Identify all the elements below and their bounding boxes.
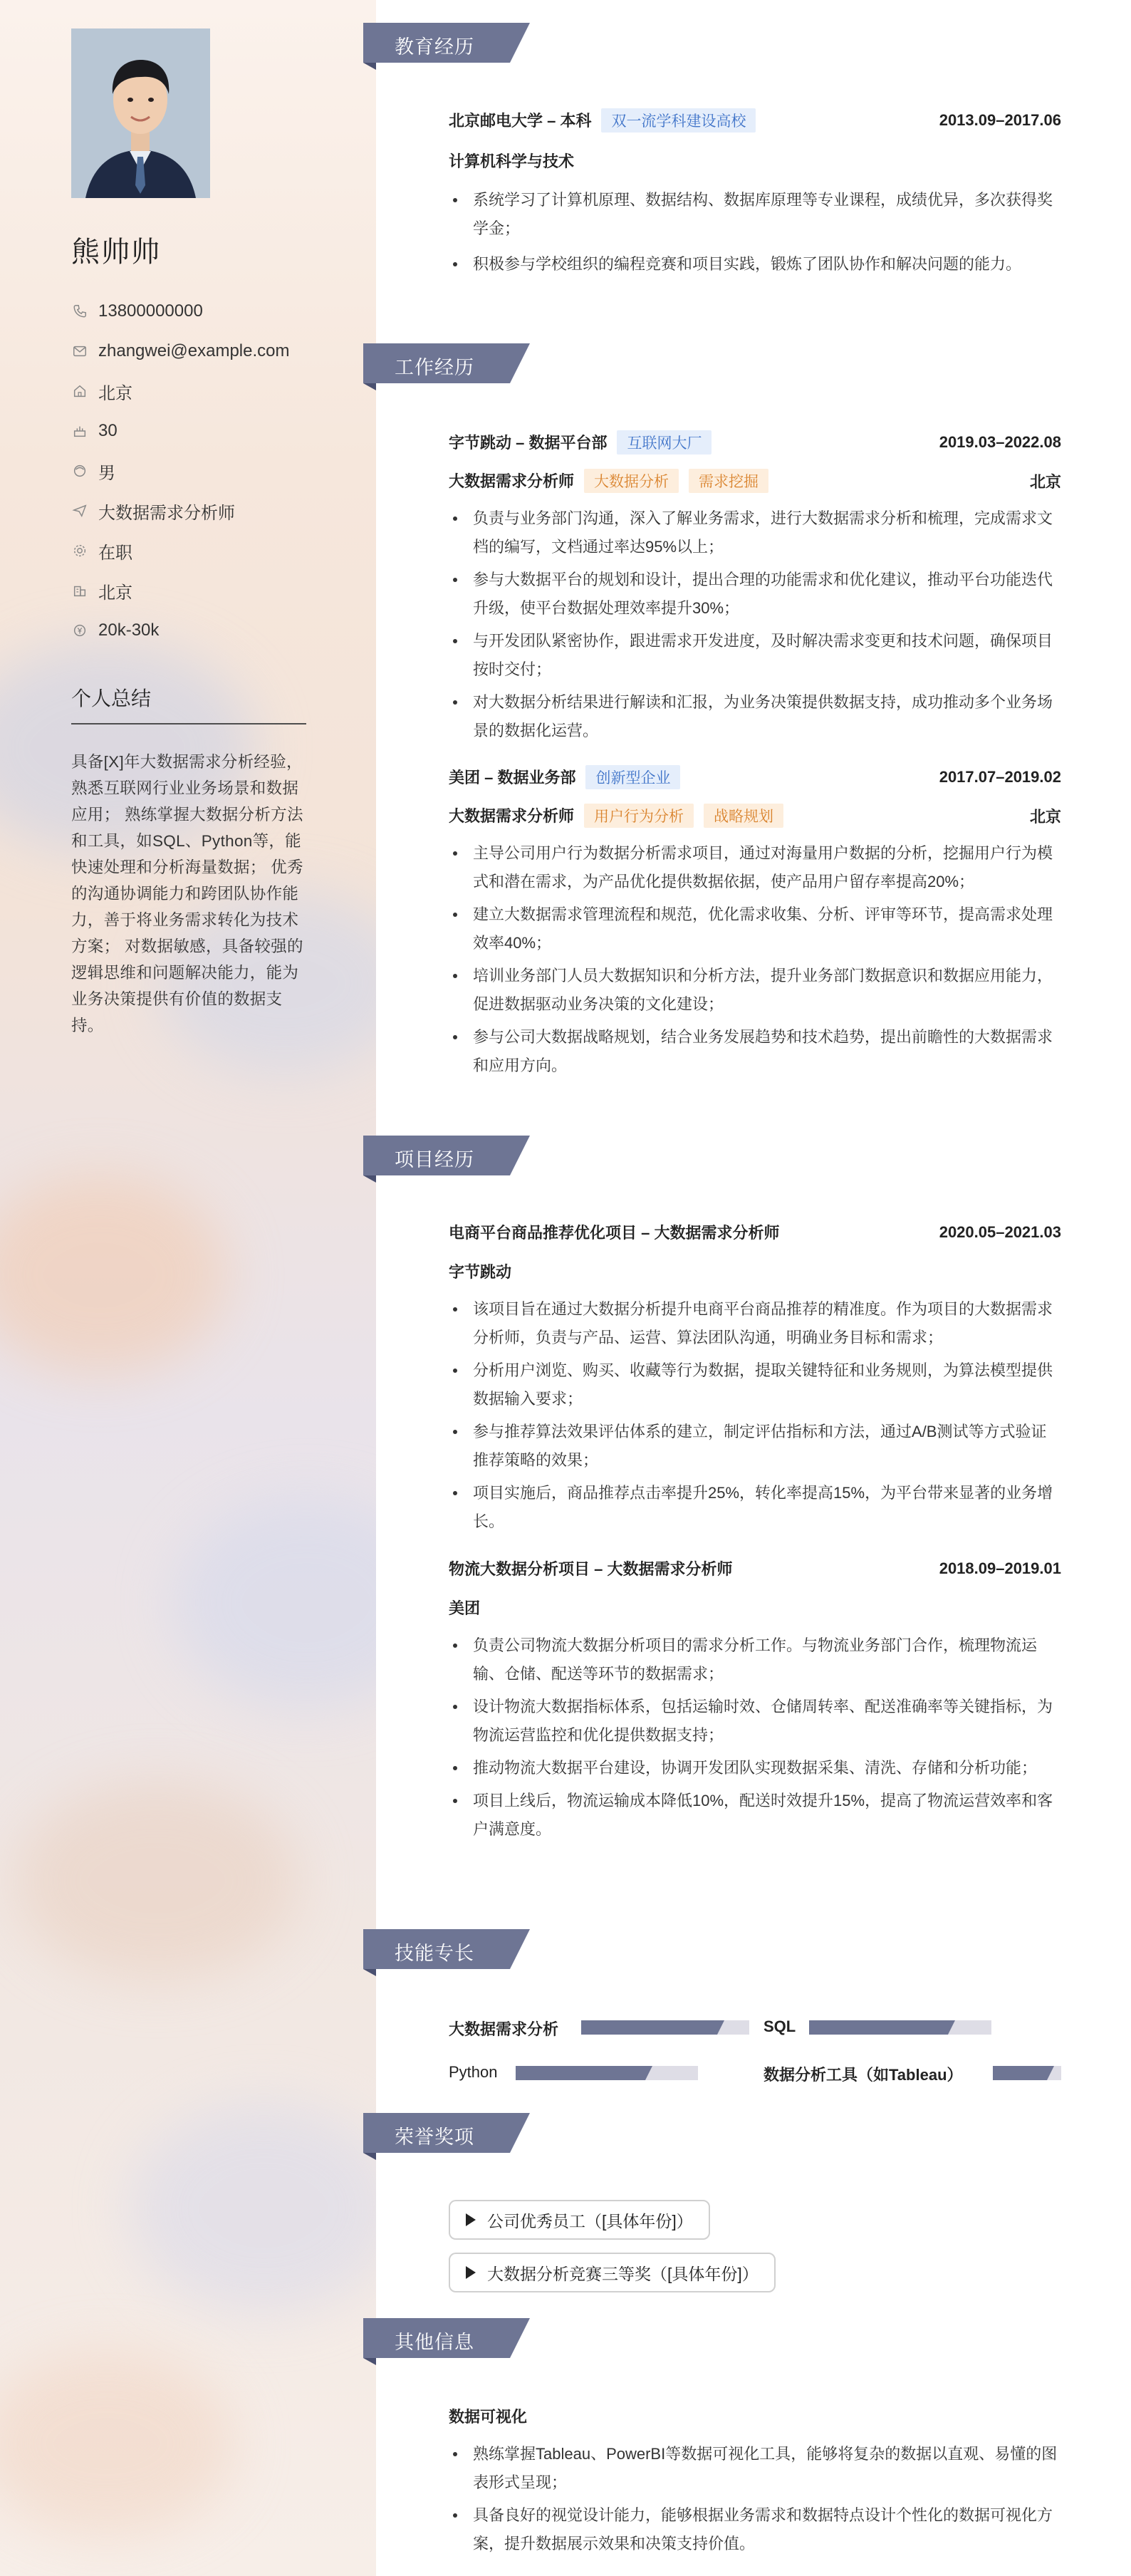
skill-bar-fill [581,2020,724,2035]
list-item: 推动物流大数据平台建设，协调开发团队实现数据采集、清洗、存储和分析功能； [449,1754,1061,1782]
info-city [71,571,306,611]
list-item: 主导公司用户行为数据分析需求项目，通过对海量用户数据的分析，挖掘用户行为模式和潜在需求，为产品优化提供数据依据，使产品用户留存率提高20%； [449,839,1061,896]
section-title-skills: 技能专长 [395,1943,474,1964]
info-position [71,491,306,531]
location-text: 北京 [98,383,132,403]
info-phone [71,291,306,331]
gender-text: 男 [98,463,115,483]
skill-bar-graphic [581,2020,749,2035]
skill-bar [516,2066,698,2080]
project-date: 2020.05–2021.03 [939,1222,1061,1241]
skill-tag: 需求挖掘 [689,469,768,493]
list-item: 系统学习了计算机原理、数据结构、数据库原理等专业课程，成绩优异，多次获得奖学金； [449,186,1061,243]
avatar [71,28,210,198]
project-title: 电商平台商品推荐优化项目 – 大数据需求分析师 [449,1224,780,1242]
sidebar [0,0,376,2576]
skill-name: 大数据需求分析 [449,2020,559,2038]
section-title-work: 工作经历 [395,357,474,378]
status-text: 在职 [98,543,132,563]
contact-info [71,291,306,650]
info-location [71,371,306,411]
summary-title: 个人总结 [71,683,306,724]
list-item: 建立大数据需求管理流程和规范，优化需求收集、分析、评审等环节，提高需求处理效率40%； [449,900,1061,957]
edu-school: 北京邮电大学 – 本科 [449,112,592,130]
candidate-name: 熊帅帅 [71,237,161,268]
list-item: 积极参与学校组织的编程竞赛和项目实践，锻炼了团队协作和解决问题的能力。 [449,250,1061,279]
gender-icon [71,462,88,479]
triangle-icon [466,2266,476,2279]
skill-name: Python [449,2063,498,2081]
info-status [71,531,306,571]
info-gender [71,451,306,491]
section-other [376,2318,1131,2552]
phone-icon [71,303,88,320]
home-icon [71,383,88,400]
salary-text: 20k-30k [98,620,160,640]
edu-bullets [449,186,1061,279]
award-text: 公司优秀员工（[具体年份]） [487,2211,693,2230]
building-icon [71,582,88,599]
info-salary [71,611,306,650]
skill-tag: 大数据分析 [584,469,679,493]
section-tab-education [363,23,530,63]
list-item: 项目实施后，商品推荐点击率提升25%，转化率提高15%，为平台带来显著的业务增长。 [449,1479,1061,1536]
skill-bar-fill [809,2020,955,2035]
project-org: 字节跳动 [449,1263,512,1281]
skill-bar-graphic [516,2066,698,2080]
list-item: 设计物流大数据指标体系，包括运输时效、仓储周转率、配送准确率等关键指标，为物流运营监控和优化提供数据支持； [449,1693,1061,1750]
list-item: 参与公司大数据战略规划，结合业务发展趋势和技术趋势，提出前瞻性的大数据需求和应用方向。 [449,1023,1061,1080]
list-item: 该项目旨在通过大数据分析提升电商平台商品推荐的精准度。作为项目的大数据需求分析师，负责与产品、运营、算法团队沟通，明确业务目标和需求； [449,1295,1061,1352]
work-tag: 互联网大厂 [617,430,712,455]
section-skills [376,1929,1131,2084]
phone-text: 13800000000 [98,301,203,321]
project-date: 2018.09–2019.01 [939,1559,1061,1577]
work-bullets [449,839,1061,1080]
list-item: 熟练掌握Tableau、PowerBI等数据可视化工具，能够将复杂的数据以直观、易懂的图表形式呈现； [449,2440,1061,2497]
award-text: 大数据分析竞赛三等奖（[具体年份]） [487,2264,759,2283]
work-date: 2019.03–2022.08 [939,433,1061,451]
award-item [449,2200,710,2240]
list-item: 具备良好的视觉设计能力，能够根据业务需求和数据特点设计个性化的数据可视化方案，提升数据展示效果和决策支持价值。 [449,2501,1061,2558]
coin-icon [71,622,88,639]
skill-tag: 战略规划 [704,804,783,828]
section-title-projects: 项目经历 [395,1149,474,1170]
edu-major: 计算机科学与技术 [449,152,575,170]
skill-bar [809,2020,991,2035]
skill-bar-graphic [809,2020,991,2035]
work-role: 大数据需求分析师 [449,807,575,825]
cake-icon [71,422,88,440]
email-text: zhangwei@example.com [98,341,290,360]
list-item: 负责与业务部门沟通，深入了解业务需求，进行大数据需求分析和梳理，完成需求文档的编写，文档通过率达95%以上； [449,504,1061,561]
work-bullets [449,504,1061,745]
project-bullets [449,1295,1061,1536]
list-item: 参与推荐算法效果评估体系的建立，制定评估指标和方法，通过A/B测试等方式验证推荐策略的效果； [449,1418,1061,1475]
section-work [376,343,1131,1074]
position-text: 大数据需求分析师 [98,503,235,523]
edu-date: 2013.09–2017.06 [939,111,1061,129]
list-item: 对大数据分析结果进行解读和汇报，为业务决策提供数据支持，成功推动多个业务场景的数据化运营。 [449,688,1061,745]
work-org: 美团 – 数据业务部 [449,769,576,786]
award-item [449,2253,776,2292]
section-tab-awards [363,2113,530,2153]
list-item: 培训业务部门人员大数据知识和分析方法，提升业务部门数据意识和数据应用能力，促进数据驱动业务决策的文化建设； [449,962,1061,1019]
section-title-education: 教育经历 [395,36,474,58]
list-item: 项目上线后，物流运输成本降低10%，配送时效提升15%，提高了物流运营效率和客户满意度。 [449,1787,1061,1844]
skill-bar-fill [993,2066,1054,2080]
age-text: 30 [98,421,118,440]
section-projects [376,1136,1131,1838]
skill-name: 数据分析工具（如Tableau） [763,2066,963,2084]
info-email [71,331,306,371]
project-org: 美团 [449,1599,481,1617]
work-tag: 创新型企业 [585,765,680,789]
section-title-awards: 荣誉奖项 [395,2126,474,2148]
work-date: 2017.07–2019.02 [939,768,1061,786]
section-education [376,23,1131,273]
work-role: 大数据需求分析师 [449,472,575,490]
edu-tag: 双一流学科建设高校 [601,108,756,133]
list-item: 参与大数据平台的规划和设计，提出合理的功能需求和优化建议，推动平台功能迭代升级，使平台数据处理效率提升30%； [449,566,1061,623]
section-awards [376,2113,1131,2298]
summary-text: 具备[X]年大数据需求分析经验，熟悉互联网行业业务场景和数据应用； 熟练掌握大数据分析方法和工具，如SQL、Python等，能快速处理和分析海量数据； 优秀的沟通协调能力和跨团队协作能力，善于将业务需求转化为技术方案； 对数据敏感，具备较强的逻辑思维和问题解决能力，能为业务决策提供有价值的数据支持。 [71,753,303,1034]
send-icon [71,502,88,519]
section-tab-work [363,343,530,383]
project-bullets [449,1631,1061,1844]
skill-tag: 用户行为分析 [584,804,694,828]
section-tab-skills [363,1929,530,1969]
section-tab-other [363,2318,530,2358]
work-city: 北京 [1029,807,1061,826]
triangle-icon [466,2213,476,2226]
other-bullets [449,2440,1061,2558]
city-text: 北京 [98,583,132,603]
skill-bar-graphic [993,2066,1061,2080]
list-item: 与开发团队紧密协作，跟进需求开发进度，及时解决需求变更和技术问题，确保项目按时交付； [449,627,1061,684]
skill-bar [581,2020,749,2035]
section-tab-projects [363,1136,530,1175]
other-subtitle: 数据可视化 [449,2408,528,2426]
info-age [71,411,306,451]
work-org: 字节跳动 – 数据平台部 [449,434,608,452]
skill-name: SQL [763,2017,796,2035]
project-title: 物流大数据分析项目 – 大数据需求分析师 [449,1560,733,1578]
portrait-image [71,28,210,198]
gear-icon [71,542,88,559]
skill-bar [993,2066,1061,2080]
work-city: 北京 [1029,472,1061,491]
section-title-other: 其他信息 [395,2332,474,2353]
skill-bar-fill [516,2066,652,2080]
list-item: 分析用户浏览、购买、收藏等行为数据，提取关键特征和业务规则，为算法模型提供数据输入要求； [449,1356,1061,1413]
mail-icon [71,343,88,360]
list-item: 负责公司物流大数据分析项目的需求分析工作。与物流业务部门合作，梳理物流运输、仓储、配送等环节的数据需求； [449,1631,1061,1688]
